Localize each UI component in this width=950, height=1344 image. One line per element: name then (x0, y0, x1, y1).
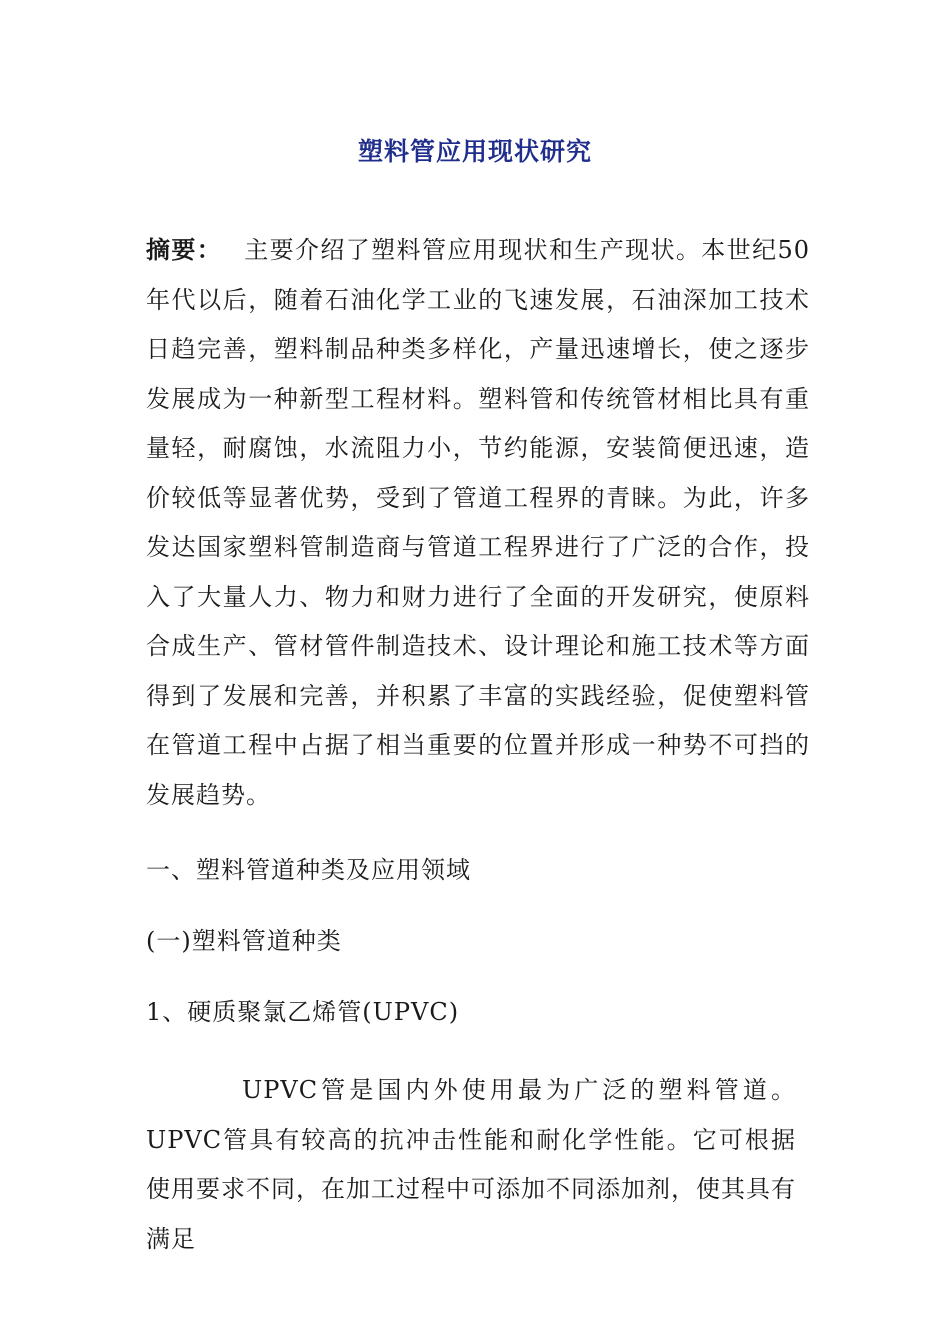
abstract-label: 摘要： (146, 235, 223, 264)
abstract-paragraph (146, 225, 810, 820)
abstract-text: 主要介绍了塑料管应用现状和生产现状。本世纪50年代以后，随着石油化学工业的飞速发展，石油深加工技术日趋完善，塑料制品种类多样化，产量迅速增长，使之逐步发展成为一种新型工程材料。塑料管和传统管材相比具有重量轻，耐腐蚀，水流阻力小，节约能源，安装简便迅速，造价较低等显著优势，受到了管道工程界的青睐。为此，许多发达国家塑料管制造商与管道工程界进行了广泛的合作，投入了大量人力、物力和财力进行了全面的开发研究，使原料合成生产、管材管件制造技术、设计理论和施工技术等方面得到了发展和完善，并积累了丰富的实践经验，促使塑料管在管道工程中占据了相当重要的位置并形成一种势不可挡的发展趋势。 (146, 236, 810, 809)
subsubsection-heading: 1、硬质聚氯乙烯管(UPVC) (146, 998, 460, 1026)
document-title: 塑料管应用现状研究 (357, 137, 592, 166)
subsection-heading: (一)塑料管道种类 (146, 927, 342, 955)
section-heading: 一、塑料管道种类及应用领域 (146, 856, 471, 884)
body-paragraph: UPVC管是国内外使用最为广泛的塑料管道。UPVC管具有较高的抗冲击性能和耐化学性能。它可根据使用要求不同，在加工过程中可添加不同添加剂，使其具有满足 (146, 1076, 796, 1253)
